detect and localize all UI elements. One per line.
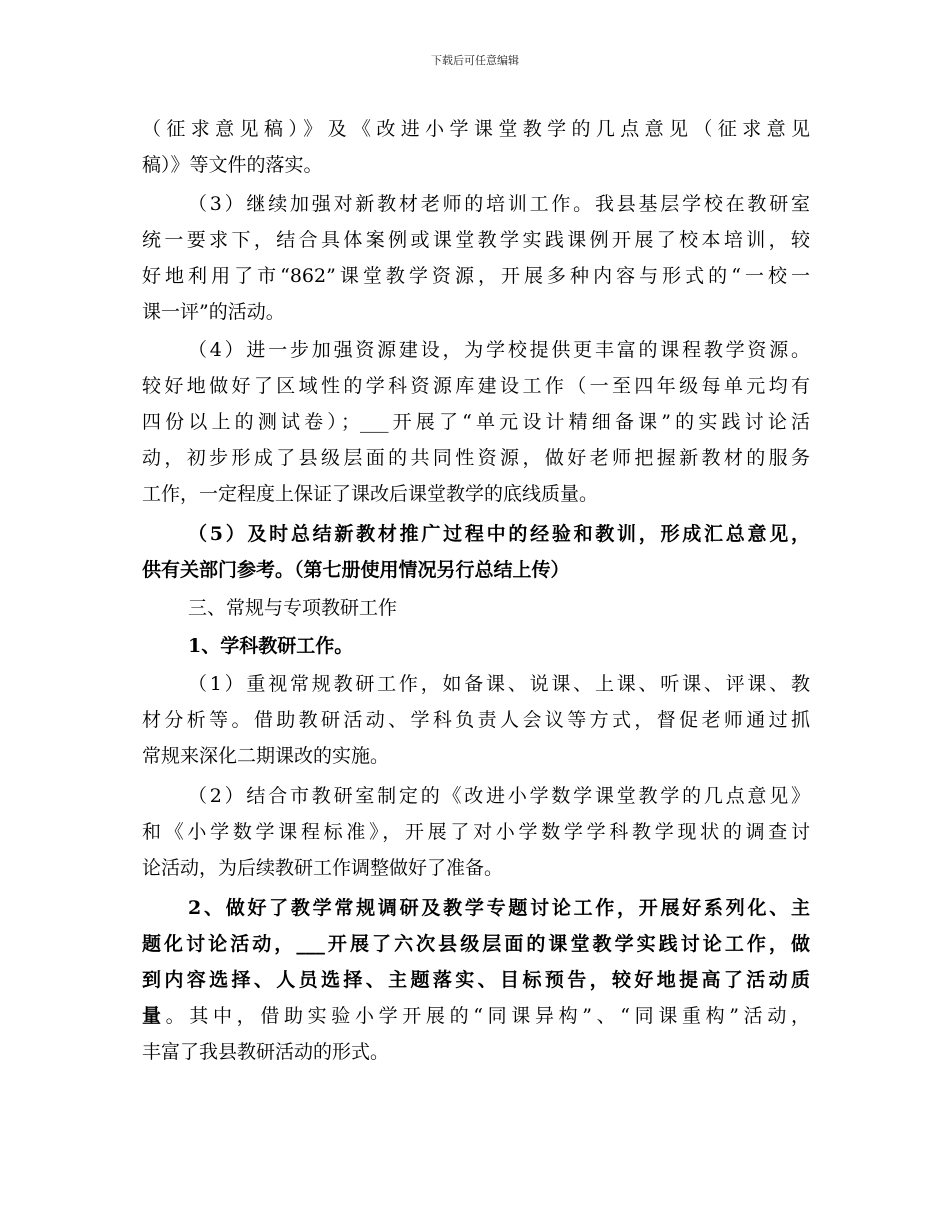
text-run: 材分析等。借助教研活动、学科负责人会议等方式，督促老师通过抓 xyxy=(142,709,810,731)
text-run: 工作，一定程度上保证了课改后课堂教学的底线质量。 xyxy=(142,483,599,505)
text-line xyxy=(142,186,810,222)
text-line xyxy=(142,962,810,998)
text-run: 题化讨论活动，___开展了六次县级层面的课堂教学实践讨论工作，做 xyxy=(142,933,810,955)
text-line xyxy=(142,258,810,294)
text-line xyxy=(142,628,810,664)
text-run: 统一要求下，结合具体案例或课堂教学实践课例开展了校本培训，较 xyxy=(142,229,810,251)
text-line xyxy=(142,440,810,476)
text-line xyxy=(142,294,810,330)
text-run: 稿）》等文件的落实。 xyxy=(142,154,323,176)
text-line xyxy=(142,738,810,774)
text-line xyxy=(142,476,810,512)
text-line xyxy=(142,666,810,702)
text-run: 到内容选择、人员选择、主题落实、目标预告，较好地提高了活动质 xyxy=(142,969,810,991)
text-line xyxy=(142,998,810,1034)
text-line xyxy=(142,702,810,738)
text-run: 动，初步形成了县级层面的共同性资源，做好老师把握新教材的服务 xyxy=(142,447,810,469)
text-run: （征求意见稿）》及《改进小学课堂教学的几点意见（征求意见 xyxy=(142,118,810,140)
text-run: 好地利用了市“862”课堂教学资源，开展多种内容与形式的“一校一 xyxy=(142,265,810,287)
text-run: 常规来深化二期课改的实施。 xyxy=(142,745,390,767)
text-line xyxy=(142,111,810,147)
text-run: 四份以上的测试卷）；___开展了“单元设计精细备课”的实践讨论活 xyxy=(142,411,810,433)
text-line xyxy=(142,404,810,440)
text-run: 课一评”的活动。 xyxy=(142,301,285,323)
text-run: 较好地做好了区域性的学科资源库建设工作（一至四年级每单元均有 xyxy=(142,375,810,397)
text-run: 供有关部门参考。（第七册使用情况另行总结上传） xyxy=(142,559,570,581)
text-line xyxy=(142,890,810,926)
text-line xyxy=(142,332,810,368)
text-run: 和《小学数学课程标准》，开展了对小学数学学科教学现状的调查讨 xyxy=(142,821,810,843)
text-line xyxy=(142,368,810,404)
text-run: （5）及时总结新教材推广过程中的经验和教训，形成汇总意见， xyxy=(188,523,810,545)
text-line xyxy=(142,778,810,814)
text-run: （1）重视常规教研工作，如备课、说课、上课、听课、评课、教 xyxy=(188,673,810,695)
text-line xyxy=(142,926,810,962)
text-run: （4）进一步加强资源建设，为学校提供更丰富的课程教学资源。 xyxy=(188,339,810,361)
text-line xyxy=(142,516,810,552)
text-run: 量 xyxy=(142,1005,166,1027)
text-run: 。其中，借助实验小学开展的“同课异构”、“同课重构”活动， xyxy=(165,1005,810,1027)
text-line xyxy=(142,552,810,588)
text-run: 丰富了我县教研活动的形式。 xyxy=(142,1041,390,1063)
text-run: （3）继续加强对新教材老师的培训工作。我县基层学校在教研室 xyxy=(188,193,810,215)
text-run: 三、常规与专项教研工作 xyxy=(188,597,398,619)
text-line xyxy=(142,850,810,886)
text-run: 1、学科教研工作。 xyxy=(188,635,354,657)
text-line xyxy=(142,590,810,626)
text-line xyxy=(142,1034,810,1070)
text-line xyxy=(142,147,810,183)
text-run: 论活动，为后续教研工作调整做好了准备。 xyxy=(142,857,504,879)
text-line xyxy=(142,222,810,258)
text-line xyxy=(142,814,810,850)
page-header-note: 下载后可任意编辑 xyxy=(431,54,519,67)
text-run: 2、做好了教学常规调研及教学专题讨论工作，开展好系列化、主 xyxy=(188,897,810,919)
text-run: （2）结合市教研室制定的《改进小学数学课堂教学的几点意见》 xyxy=(188,785,810,807)
